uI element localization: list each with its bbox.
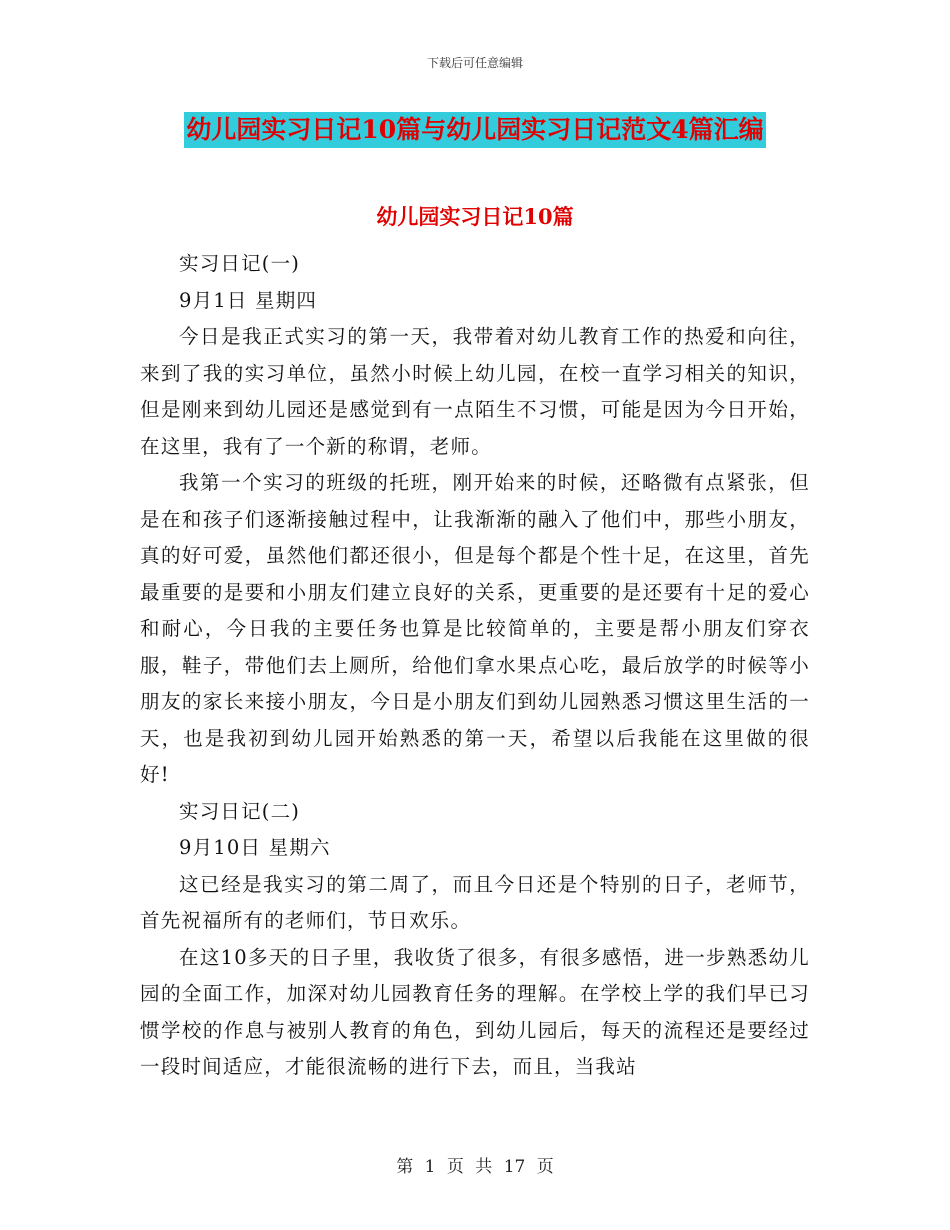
document-body	[140, 246, 810, 1086]
header-note: 下载后可任意编辑	[426, 56, 523, 70]
body-paragraph: 这已经是我实习的第二周了，而且今日还是个特别的日子，老师节，首先祝福所有的老师们，节日欢乐。	[140, 872, 810, 932]
body-paragraph: 我第一个实习的班级的托班，刚开始来的时候，还略微有点紧张，但是在和孩子们逐渐接触过程中，让我渐渐的融入了他们中，那些小朋友，真的好可爱，虽然他们都还很小，但是每个都是个性十足，在这里，首先最重要的是要和小朋友们建立良好的关系，更重要的是还要有十足的爱心和耐心，今日我的主要任务也算是比较简单的，主要是帮小朋友们穿衣服，鞋子，带他们去上厕所，给他们拿水果点心吃，最后放学的时候等小朋友的家长来接小朋友，今日是小朋友们到幼儿园熟悉习惯这里生活的一天，也是我初到幼儿园开始熟悉的第一天，希望以后我能在这里做的很好!	[140, 471, 810, 786]
diary-heading-2: 实习日记(二)	[179, 799, 301, 823]
main-title-wrap	[0, 112, 950, 148]
diary-date-2: 9月10日 星期六	[179, 836, 331, 859]
diary-date-1: 9月1日 星期四	[179, 288, 318, 312]
section-title: 幼儿园实习日记10篇	[376, 204, 574, 229]
body-paragraph: 在这10多天的日子里，我收货了很多，有很多感悟，进一步熟悉幼儿园的全面工作，加深对幼儿园教育任务的理解。在学校上学的我们早已习惯学校的作息与被别人教育的角色，到幼儿园后，每天的流程还是要经过一段时间适应，才能很流畅的进行下去，而且，当我站	[140, 945, 810, 1078]
main-title: 幼儿园实习日记10篇与幼儿园实习日记范文4篇汇编	[184, 112, 765, 148]
body-paragraph: 今日是我正式实习的第一天，我带着对幼儿教育工作的热爱和向往，来到了我的实习单位，虽然小时候上幼儿园，在校一直学习相关的知识，但是刚来到幼儿园还是感觉到有一点陌生不习惯，可能是因为今日开始，在这里，我有了一个新的称谓，老师。	[140, 325, 810, 458]
page-number-footer: 第 1 页 共 17 页	[396, 1157, 554, 1177]
diary-heading-1: 实习日记(一)	[179, 252, 301, 275]
